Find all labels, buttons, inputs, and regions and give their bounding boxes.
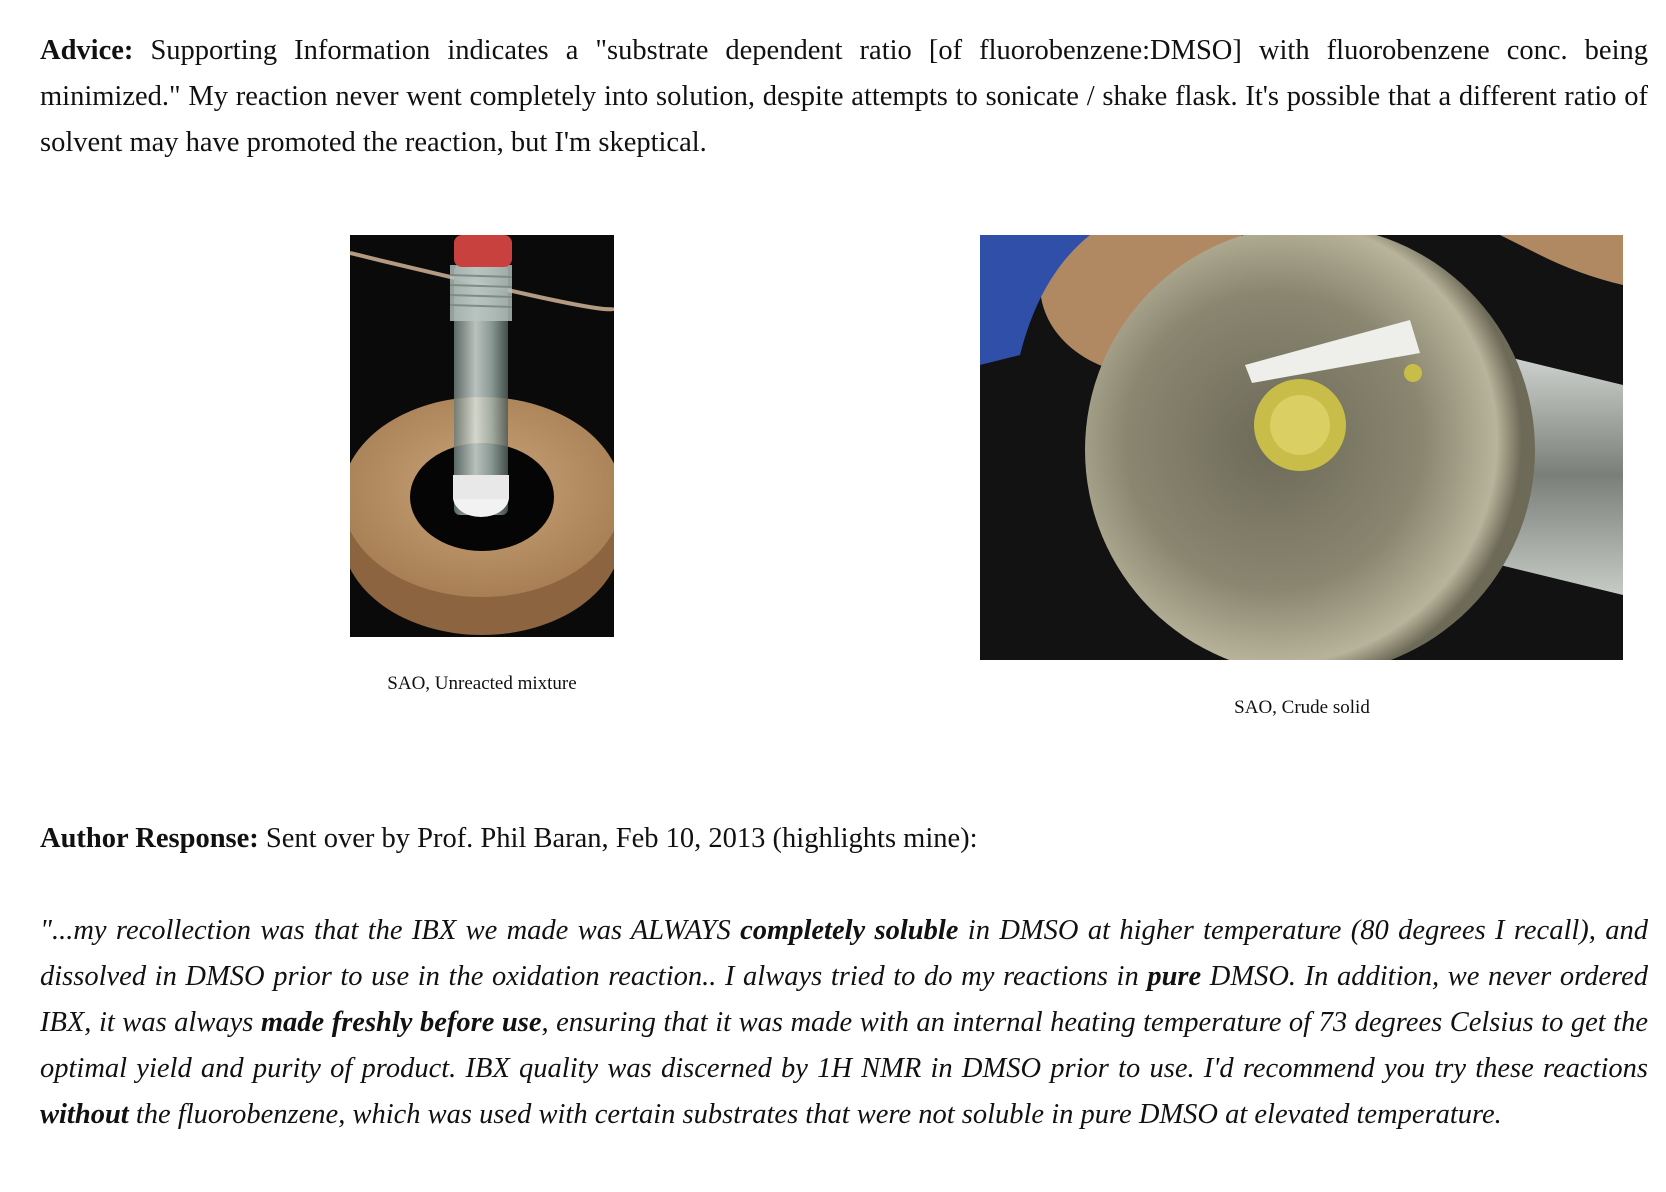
quote-bold-4: without (40, 1099, 129, 1130)
quote-bold-3: made freshly before use (260, 1007, 542, 1038)
quote-part-5: the fluorobenzene, which was used with certain substrates that were not soluble in pure DMSO at elevated temperature. (128, 1099, 1502, 1130)
vial-illustration (350, 235, 614, 637)
advice-label: Advice: (40, 35, 134, 66)
author-response-text: Sent over by Prof. Phil Baran, Feb 10, 2013 (highlights mine): (258, 823, 978, 854)
baran-quote (40, 908, 1648, 1138)
quote-bold-1: completely soluble (740, 915, 959, 946)
figure-caption-right: SAO, Crude solid (1234, 697, 1370, 718)
quote-bold-2: pure (1147, 961, 1202, 992)
unreacted-mixture-photo (350, 235, 614, 637)
advice-paragraph (40, 28, 1648, 166)
figure-caption-left: SAO, Unreacted mixture (387, 673, 577, 694)
author-response-paragraph (40, 816, 1648, 862)
advice-text: Supporting Information indicates a "substrate dependent ratio [of fluorobenzene:DMSO] with fluorobenzene conc. being minimized." My reaction never went completely into solution, despite attempts to sonicate / shake flask. It's possible that a different ratio of solvent may have promoted the reaction, but I'm skeptical. (40, 35, 1648, 158)
flask-illustration (980, 235, 1623, 660)
author-response-label: Author Response: (40, 823, 259, 854)
quote-part-3: DMSO. In addition, we never ordered IBX, it was always (40, 961, 1648, 1038)
quote-part-4: , ensuring that it was made with an internal heating temperature of 73 degrees Celsius to get the optimal yield and purity of product. IBX quality was discerned by 1H NMR in DMSO prior to use. I'd recommend you try these reactions (40, 1007, 1648, 1084)
quote-part-1: "...my recollection was that the IBX we made was ALWAYS (40, 915, 741, 946)
quote-part-2: in DMSO at higher temperature (80 degrees I recall), and dissolved in DMSO prior to use in the oxidation reaction.. I always tried to do my reactions in (40, 915, 1649, 992)
crude-solid-photo (980, 235, 1623, 660)
